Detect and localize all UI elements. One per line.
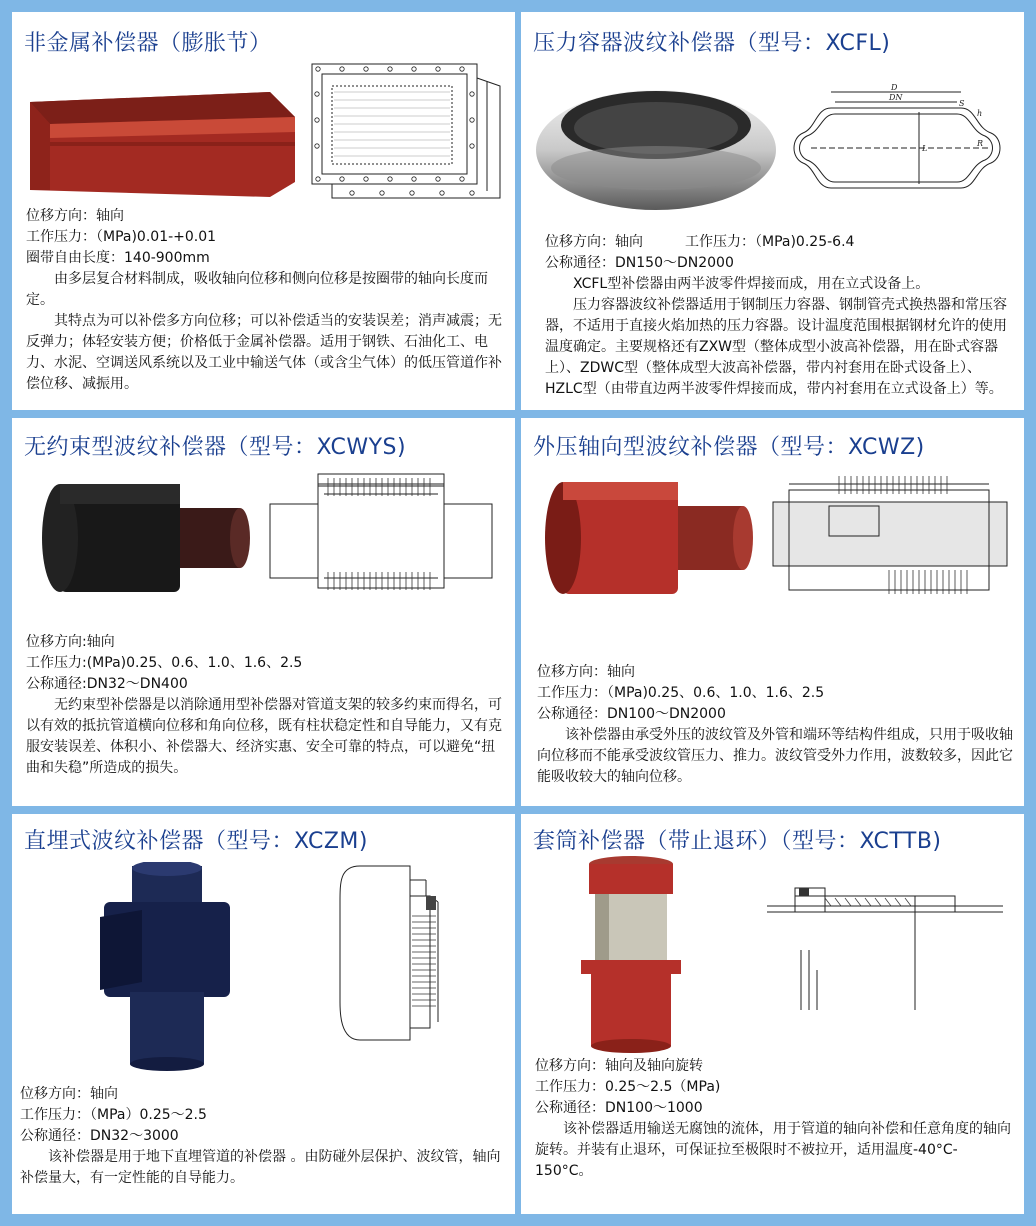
spec-diameter: 公称通径：DN100～DN2000 (537, 706, 726, 722)
fabric-joint-drawing (302, 58, 507, 208)
card-unrestrained-compensator (12, 418, 515, 806)
spec-diameter: 公称通径：DN150～DN2000 (545, 255, 734, 271)
spec-displacement: 位移方向：轴向 (537, 664, 635, 680)
spec-pressure: 工作压力：0.25～2.5（MPa) (535, 1079, 721, 1095)
spec-list (26, 632, 302, 695)
card-external-pressure-compensator (521, 418, 1024, 806)
external-pressure-drawing (769, 466, 1011, 606)
description-paragraph: 该补偿器适用输送无腐蚀的流体，用于管道的轴向补偿和任意角度的轴向旋转。并装有止退环，可保证拉至极限时不被拉开，适用温度-40°C-150°C。 (535, 1121, 1011, 1179)
card-direct-buried-compensator (12, 814, 515, 1214)
card-title: 套筒补偿器（带止退环）（型号：XCTTB) (533, 829, 942, 854)
direct-buried-photo (82, 862, 252, 1072)
spec-list (545, 232, 854, 274)
spec-diameter: 公称通径:DN32～DN400 (26, 676, 188, 692)
spec-diameter: 公称通径：DN100～1000 (535, 1100, 703, 1116)
description (545, 274, 1011, 400)
card-title: 非金属补偿器（膨胀节） (24, 31, 272, 56)
card-title: 无约束型波纹补偿器（型号：XCWYS) (24, 435, 407, 460)
spec-displacement: 位移方向：轴向及轴向旋转 (535, 1058, 703, 1074)
label-d: D (891, 83, 898, 92)
description (26, 269, 504, 395)
spec-list (20, 1084, 207, 1147)
spec-displacement: 位移方向：轴向 (20, 1086, 118, 1102)
spec-displacement: 位移方向:轴向 (26, 634, 115, 650)
vessel-bellows-drawing (791, 78, 1011, 218)
unrestrained-bellows-photo (30, 466, 255, 606)
description-paragraph: 压力容器波纹补偿器适用于钢制压力容器、钢制管壳式换热器和常压容器，不适用于直接火焰加热的压力容器。设计温度范围根据钢材允许的使用温度确定。主要规格还有ZXW型（整体成型小波高补偿器，用在卧式容器上）、ZDWC型（整体成型大波高补偿器，带内衬套用在卧式设备上）、HZLC型（由带直边两半波零件焊接而成，带内衬套用在立式设备上）等。 (545, 297, 1007, 397)
description-paragraph: 该补偿器是用于地下直埋管道的补偿器 。由防碰外层保护、波纹管，轴向补偿量大，有一定性能的自导能力。 (20, 1149, 501, 1186)
spec-diameter: 公称通径：DN32～3000 (20, 1128, 179, 1144)
spec-length: 圈带自由长度：140-900mm (26, 250, 210, 266)
description-paragraph: 其特点为可以补偿多方向位移；可以补偿适当的安装误差；消声减震；无反弹力；体轻安装方便；价格低于金属补偿器。适用于钢铁、石油化工、电力、水泥、空调送风系统以及工业中输送气体（或含尘气体）的低压管道作补偿位移、减振用。 (26, 313, 502, 392)
sleeve-compensator-photo (561, 854, 701, 1054)
card-title: 压力容器波纹补偿器（型号：XCFL) (533, 31, 891, 56)
label-l: L (922, 144, 928, 153)
spec-pressure: 工作压力：（MPa）0.25～2.5 (20, 1107, 207, 1123)
external-pressure-photo (533, 466, 758, 606)
unrestrained-bellows-drawing (264, 466, 504, 606)
sleeve-compensator-drawing (765, 870, 1005, 1020)
card-title: 外压轴向型波纹补偿器（型号：XCWZ) (533, 435, 925, 460)
description (535, 1119, 1013, 1182)
spec-list (535, 1056, 720, 1119)
label-dn: DN (889, 93, 903, 102)
spec-displacement-pressure: 位移方向：轴向 工作压力：（MPa)0.25-6.4 (545, 234, 855, 250)
spec-list (537, 662, 824, 725)
card-pressure-vessel-compensator (521, 12, 1024, 410)
description (26, 695, 504, 779)
description-paragraph: 由多层复合材料制成，吸收轴向位移和侧向位移是按圈带的轴向长度而定。 (26, 271, 488, 308)
card-sleeve-compensator (521, 814, 1024, 1214)
spec-displacement: 位移方向：轴向 (26, 208, 124, 224)
description (537, 725, 1013, 788)
description-paragraph: XCFL型补偿器由两半波零件焊接而成，用在立式设备上。 (573, 276, 930, 292)
spec-pressure: 工作压力：（MPa)0.01-+0.01 (26, 229, 217, 245)
label-h: h (977, 109, 983, 118)
description (20, 1147, 506, 1189)
label-r: R (977, 139, 984, 148)
label-s: S (959, 99, 965, 108)
spec-pressure: 工作压力：（MPa)0.25、0.6、1.0、1.6、2.5 (537, 685, 825, 701)
spec-pressure: 工作压力:(MPa)0.25、0.6、1.0、1.6、2.5 (26, 655, 303, 671)
vessel-bellows-photo (531, 70, 786, 220)
direct-buried-drawing (330, 862, 460, 1047)
fabric-expansion-joint-photo (20, 72, 300, 202)
card-title: 直埋式波纹补偿器（型号：XCZM) (24, 829, 368, 854)
description-paragraph: 该补偿器由承受外压的波纹管及外管和端环等结构件组成，只用于吸收轴向位移而不能承受波纹管压力、推力。波纹管受外力作用，波数较多，因此它能吸收较大的轴向位移。 (537, 727, 1013, 785)
description-paragraph: 无约束型补偿器是以消除通用型补偿器对管道支架的较多约束而得名，可以有效的抵抗管道横向位移和角向位移，既有柱状稳定性和自导能力，又有克服安装误差、体积小、补偿器大、经济实惠、安全可靠的特点，可以避免“扭曲和失稳”所造成的损失。 (26, 697, 502, 776)
card-nonmetal-compensator (12, 12, 515, 410)
spec-list (26, 206, 216, 269)
